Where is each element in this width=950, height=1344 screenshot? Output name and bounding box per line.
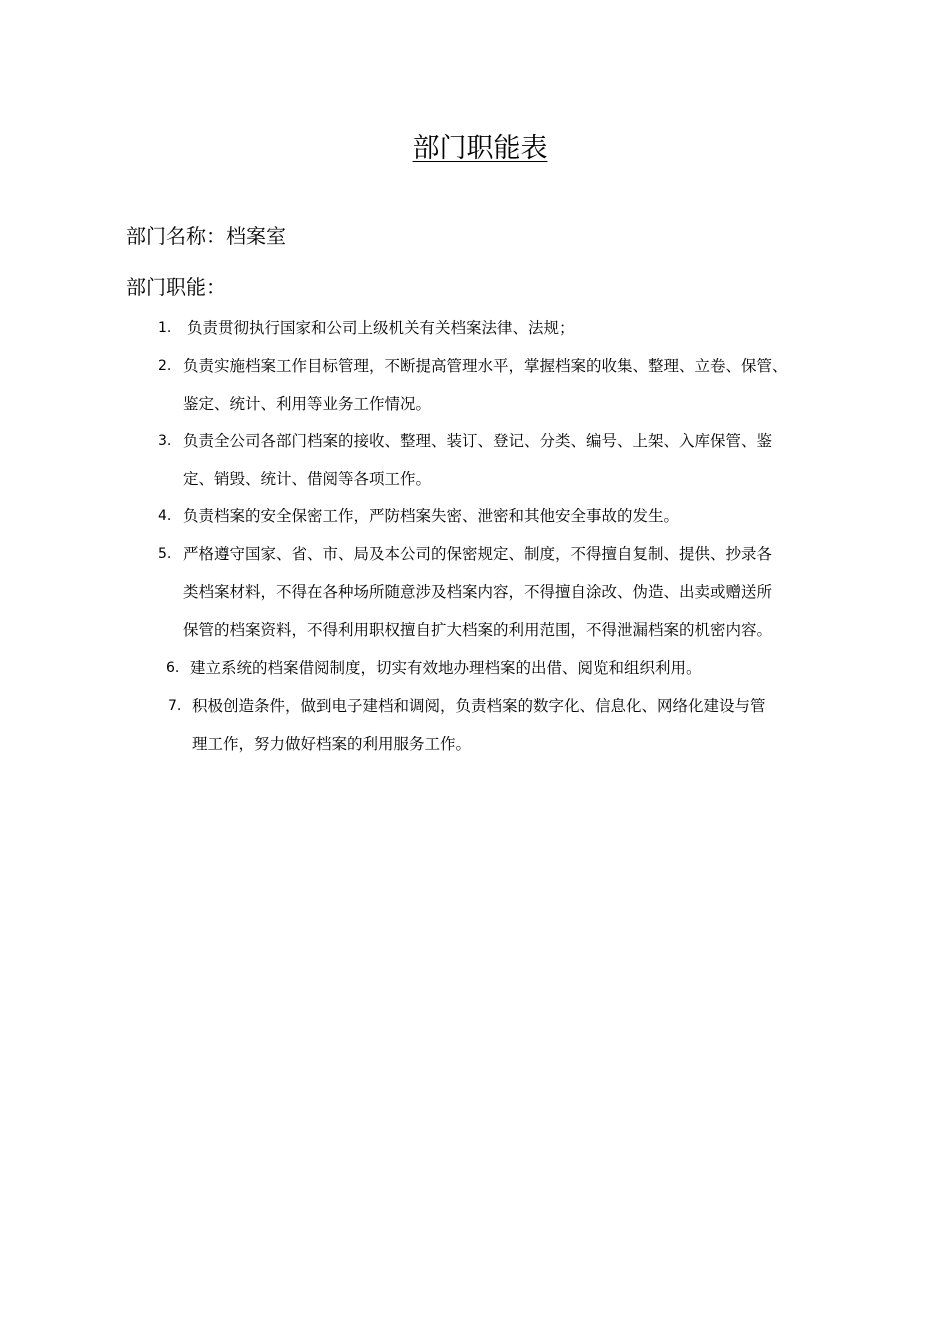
- item-number: 4.: [158, 508, 172, 524]
- item-text-line: 积极创造条件，做到电子建档和调阅，负责档案的数字化、信息化、网络化建设与管: [192, 697, 766, 715]
- function-item-1: [158, 309, 575, 347]
- page-title: 部门职能表: [412, 133, 548, 164]
- function-item-3: [158, 422, 773, 498]
- item-text-line: 鉴定、统计、利用等业务工作情况。: [183, 395, 432, 413]
- item-text-line: 负责全公司各部门档案的接收、整理、装订、登记、分类、编号、上架、入库保管、鉴: [183, 432, 773, 450]
- function-item-6: [166, 649, 702, 687]
- function-item-4: [158, 497, 680, 535]
- item-text-line: 类档案材料，不得在各种场所随意涉及档案内容，不得擅自涂改、伪造、出卖或赠送所: [183, 583, 773, 601]
- item-text-line: 定、销毁、统计、借阅等各项工作。: [183, 470, 432, 488]
- item-text-line: 负责档案的安全保密工作，严防档案失密、泄密和其他安全事故的发生。: [183, 507, 680, 525]
- item-text-line: 保管的档案资料，不得利用职权擅自扩大档案的利用范围，不得泄漏档案的机密内容。: [183, 621, 773, 639]
- item-number: 2.: [158, 358, 172, 374]
- item-number: 5.: [158, 546, 172, 562]
- function-item-2: [158, 347, 788, 423]
- department-name: 部门名称：档案室: [126, 224, 286, 248]
- function-item-5: [158, 535, 773, 649]
- item-text-line: 负责贯彻执行国家和公司上级机关有关档案法律、法规；: [187, 319, 575, 337]
- functions-heading: 部门职能：: [126, 275, 226, 299]
- function-item-7: [168, 687, 766, 763]
- item-number: 1.: [158, 320, 172, 336]
- item-text-line: 严格遵守国家、省、市、局及本公司的保密规定、制度，不得擅自复制、提供、抄录各: [183, 545, 773, 563]
- item-text-line: 理工作，努力做好档案的利用服务工作。: [192, 735, 472, 753]
- item-number: 6.: [166, 660, 180, 676]
- item-text-line: 负责实施档案工作目标管理，不断提高管理水平，掌握档案的收集、整理、立卷、保管、: [183, 357, 788, 375]
- item-number: 3.: [158, 433, 172, 449]
- item-text-line: 建立系统的档案借阅制度，切实有效地办理档案的出借、阅览和组织利用。: [190, 659, 702, 677]
- item-number: 7.: [168, 698, 182, 714]
